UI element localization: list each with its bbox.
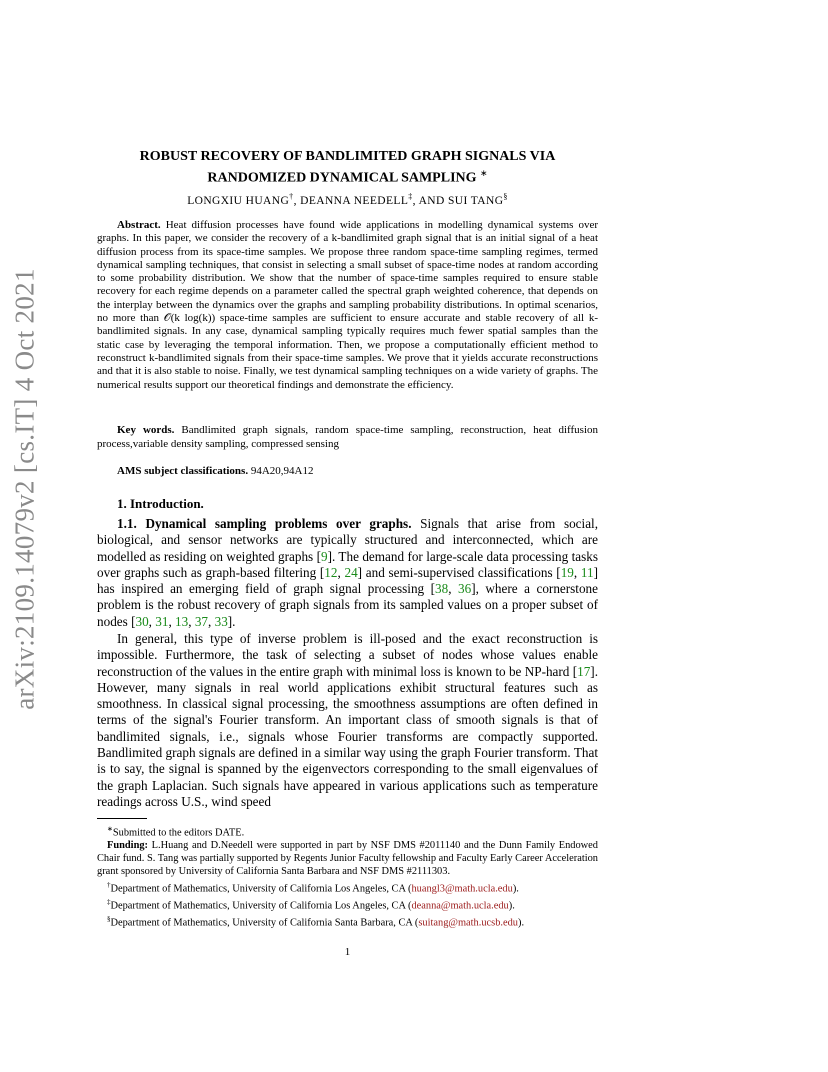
author-1: LONGXIU HUANG <box>187 194 290 207</box>
arxiv-stamp-text: arXiv:2109.14079v2 [cs.IT] 4 Oct 2021 <box>9 268 40 710</box>
page-number: 1 <box>344 946 351 958</box>
footnote-submitted <box>97 823 598 840</box>
footnote-mark: ‡ <box>107 897 111 906</box>
citation-link[interactable]: 36 <box>458 581 472 597</box>
text: ). <box>508 900 515 912</box>
footnote-funding <box>97 840 598 878</box>
keywords-text: Bandlimited graph signals, random space-time sampling, reconstruction, heat diffusion process,variable density sampling, compressed sensing <box>97 424 598 450</box>
text: , <box>188 613 195 629</box>
citation-link[interactable]: 17 <box>577 663 591 679</box>
text: , <box>337 564 345 580</box>
footnote-affiliation-2 <box>97 896 598 913</box>
text: ]. However, many signals in real world applications exhibit structural features such as smoothness. In classical signal processing, the smoothness assumptions are often defined in terms of the signal's Fourier transform. An important class of smooth signals is that of bandlimited signals, i.e., signals whose Fourier transforms are compactly supported. Bandlimited graph signals are defined in a similar way using the graph Fourier transform. That is to say, the signal is spanned by the eigenvectors corresponding to the small eigenvalues of the graph Laplacian. Such signals have appeared in various applications such as temperature readings across U.S., wind speed <box>97 663 598 809</box>
title-line-1: ROBUST RECOVERY OF BANDLIMITED GRAPH SIGNALS VIA <box>139 149 556 164</box>
funding-label: Funding: <box>107 840 149 852</box>
text: In general, this type of inverse problem is ill-posed and the exact reconstruction is impossible. Furthermore, the task of selecting a subset of nodes whose values enable reconstruction of the values in the entire graph with minimal loss is known to be NP-hard [ <box>97 631 598 679</box>
text: Submitted to the editors DATE. <box>112 827 245 839</box>
email-link[interactable]: huangl3@math.ucla.edu <box>411 883 513 895</box>
paragraph-2 <box>97 631 598 810</box>
citation-link[interactable]: 31 <box>155 613 169 629</box>
footnote-mark: † <box>107 880 111 889</box>
text: ). <box>518 917 525 929</box>
paper-title <box>97 148 598 187</box>
arxiv-stamp <box>5 268 45 710</box>
title-footnote-mark: ∗ <box>480 168 488 178</box>
citation-link[interactable]: 12 <box>324 564 338 580</box>
citation-link[interactable]: 30 <box>135 613 149 629</box>
text: ]. The demand for large-scale data processing tasks over graphs such as graph-based filtering [ <box>97 548 599 580</box>
paragraph-1 <box>97 516 598 630</box>
citation-link[interactable]: 9 <box>320 548 328 564</box>
text: ] and semi-supervised classifications [ <box>357 564 561 580</box>
citation-link[interactable]: 37 <box>194 613 208 629</box>
text: Department of Mathematics, University of California Santa Barbara, CA ( <box>110 917 419 929</box>
text: Department of Mathematics, University of California Los Angeles, CA ( <box>110 883 412 895</box>
subsection-heading: 1.1. Dynamical sampling problems over graphs. <box>117 516 412 531</box>
author-2-mark: ‡ <box>408 192 413 201</box>
text: ] has inspired an emerging field of graph signal processing [ <box>97 564 598 597</box>
section-heading-introduction: 1. Introduction. <box>117 496 204 511</box>
ams-text: 94A20,94A12 <box>250 465 314 477</box>
citation-link[interactable]: 11 <box>580 564 594 580</box>
text: ]. <box>227 613 236 629</box>
citation-link[interactable]: 19 <box>560 564 574 580</box>
footnotes <box>97 823 598 930</box>
abstract-text: Heat diffusion processes have found wide applications in modelling dynamical systems over graphs. In this paper, we consider the recovery of a k-bandlimited graph signal that is an initial signal of a heat diffusion process from its space-time samples. We propose three random space-time sampling regimes, termed dynamical sampling techniques, that consist in selecting a small subset of space-time nodes at random according to some probability distribution. We show that the number of space-time samples required to ensure stable recovery for each regime depends on a parameter called the spectral graph weighted coherence, that depends on the interplay between the dynamics over the graphs and sampling probability distributions. In optimal scenarios, no more than 𝒪(k log(k)) space-time samples are sufficient to ensure accurate and stable recovery of all k-bandlimited signals. In any case, dynamical sampling typically requires much fewer spatial samples than the static case by leveraging the temporal information. Then, we propose a computationally efficient method to reconstruct k-bandlimited signals from their space-time samples. We prove that it yields accurate reconstructions and that it is also stable to noise. Finally, we test dynamical sampling techniques on a wide variety of graphs. The numerical results support our theoretical findings and demonstrate the efficiency. <box>97 219 598 391</box>
author-3-mark: § <box>503 192 508 201</box>
footnote-rule <box>97 818 147 819</box>
text: , <box>448 581 459 597</box>
abstract-label: Abstract. <box>117 219 161 231</box>
text: Department of Mathematics, University of California Los Angeles, CA ( <box>110 900 412 912</box>
keywords-label: Key words. <box>117 424 175 436</box>
text: ). <box>512 883 519 895</box>
author-3: , AND SUI TANG <box>412 194 504 207</box>
keywords <box>97 424 598 451</box>
citation-link[interactable]: 38 <box>435 581 449 597</box>
ams-label: AMS subject classifications. <box>117 465 249 477</box>
footnote-mark: ∗ <box>107 825 113 833</box>
citation-link[interactable]: 24 <box>344 564 358 580</box>
text: , <box>168 613 176 629</box>
footnote-affiliation-1 <box>97 879 598 896</box>
author-list <box>97 192 598 207</box>
ams-classification <box>117 465 597 478</box>
author-2: , DEANNA NEEDELL <box>293 194 409 207</box>
title-line-2 <box>97 165 598 187</box>
citation-link[interactable]: 13 <box>175 613 189 629</box>
text: Signals that arise from social, biological, and sensor networks are typically structured and interconnected, which are modelled as residing on weighted graphs [ <box>97 516 599 564</box>
text: L.Huang and D.Needell were supported in part by NSF DMS #2011140 and the Dunn Family Endowed Chair fund. S. Tang was partially supported by Regents Junior Faculty fellowship and Faculty Early Career Acceleration grant sponsored by University of California Santa Barbara and NSF DMS #2111303. <box>97 840 598 877</box>
text: , <box>208 613 215 629</box>
title-line-2-text: RANDOMIZED DYNAMICAL SAMPLING <box>207 170 477 186</box>
footnote-affiliation-3 <box>97 913 598 930</box>
author-1-mark: † <box>289 192 294 201</box>
text: ], where a cornerstone problem is the robust recovery of graph signals from its sampled values on a proper subset of nodes [ <box>97 581 598 629</box>
text: , <box>148 613 156 629</box>
email-link[interactable]: deanna@math.ucla.edu <box>411 900 509 912</box>
footnote-mark: § <box>107 915 111 924</box>
text: , <box>573 564 581 580</box>
email-link[interactable]: suitang@math.ucsb.edu <box>418 917 518 929</box>
citation-link[interactable]: 33 <box>214 613 228 629</box>
abstract <box>97 219 598 392</box>
